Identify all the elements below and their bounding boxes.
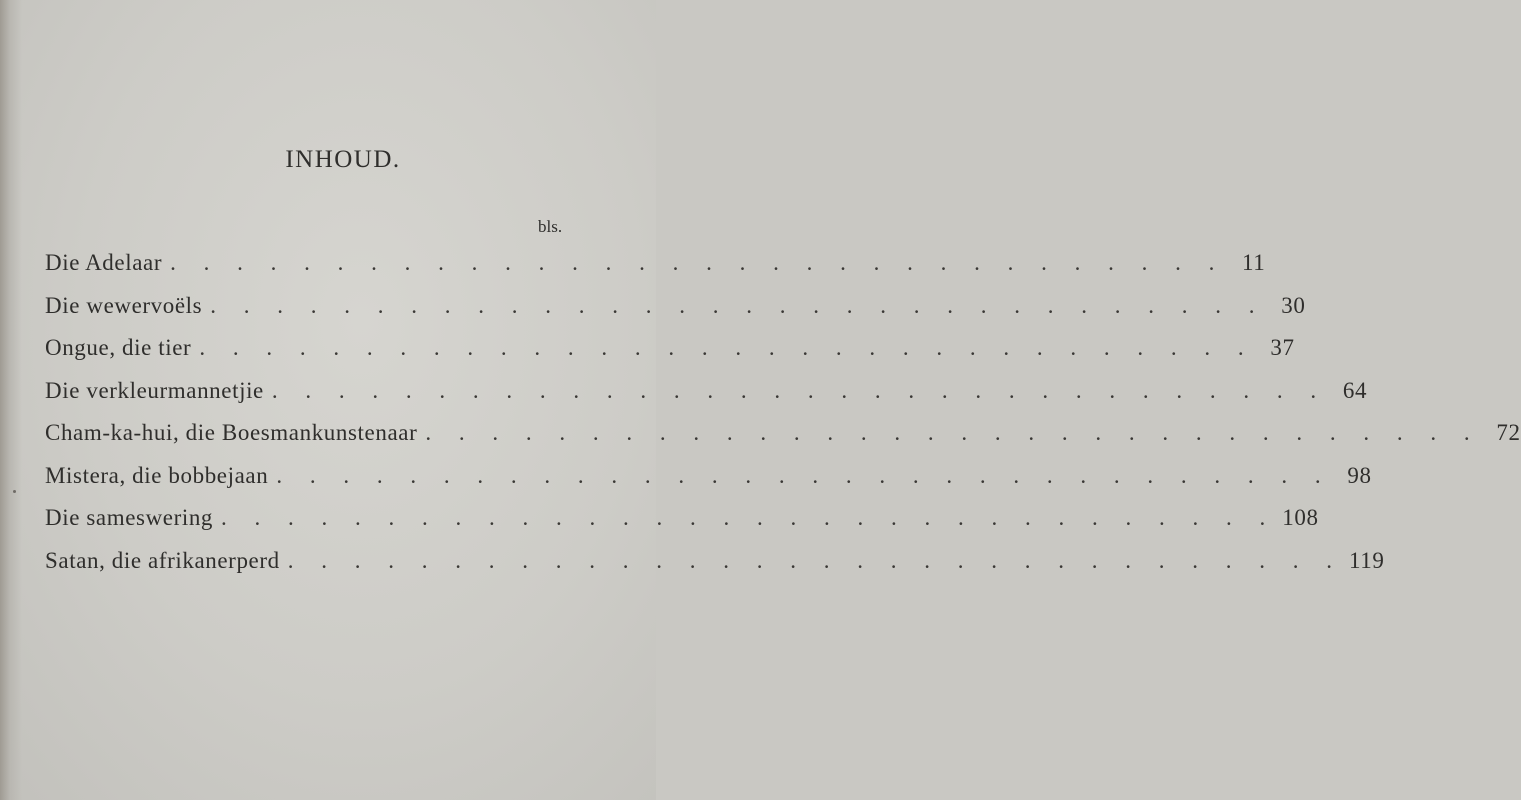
table-of-contents — [45, 250, 1521, 590]
page-title: INHOUD. — [285, 146, 401, 173]
dot-leader: . . . . . . . . . . . . . . . . . . . . . . . . . . . . . . . . — [210, 292, 1266, 318]
toc-entry-page: 72 — [1496, 420, 1521, 445]
toc-entry-title: Cham-ka-hui, die Boesmankunstenaar — [45, 420, 418, 445]
toc-entry — [45, 292, 1306, 336]
toc-entry-page: 108 — [1282, 505, 1319, 530]
toc-entry-page: 119 — [1348, 547, 1385, 573]
toc-entry — [45, 505, 1319, 548]
toc-entry-page: 64 — [1342, 377, 1368, 403]
dot-leader: . . . . . . . . . . . . . . . . . . . . . . . . . . . . . . . . — [287, 547, 1343, 573]
spine-shadow — [0, 0, 22, 800]
toc-entry — [45, 377, 1368, 421]
paper-speck — [13, 490, 16, 493]
dot-leader: . . . . . . . . . . . . . . . . . . . . . . . . . . . . . . . . — [425, 420, 1481, 445]
toc-entry — [45, 250, 1266, 293]
dot-leader: . . . . . . . . . . . . . . . . . . . . . . . . . . . . . . . . — [276, 462, 1332, 488]
toc-entry — [45, 420, 1521, 463]
toc-entry-page: 37 — [1270, 335, 1295, 360]
toc-entry-title: Die verkleurmannetjie — [45, 377, 264, 403]
toc-entry-title: Mistera, die bobbejaan — [45, 462, 269, 488]
toc-entry-page: 98 — [1347, 462, 1372, 488]
toc-entry — [45, 462, 1372, 506]
toc-entry-title: Ongue, die tier — [45, 335, 192, 360]
page-column-label: bls. — [538, 217, 563, 236]
dot-leader: . . . . . . . . . . . . . . . . . . . . . . . . . . . . . . . . — [170, 250, 1226, 275]
dot-leader: . . . . . . . . . . . . . . . . . . . . . . . . . . . . . . . . — [199, 335, 1255, 360]
toc-entry-title: Die Adelaar — [45, 250, 163, 275]
dot-leader: . . . . . . . . . . . . . . . . . . . . . . . . . . . . . . . . — [221, 505, 1277, 530]
toc-entry-page: 11 — [1241, 250, 1266, 275]
dot-leader: . . . . . . . . . . . . . . . . . . . . . . . . . . . . . . . . — [271, 377, 1328, 403]
toc-entry — [45, 335, 1295, 378]
toc-entry — [45, 547, 1385, 591]
toc-entry-page: 30 — [1281, 292, 1306, 318]
toc-entry-title: Die sameswering — [45, 505, 214, 530]
toc-entry-title: Die wewervoëls — [45, 292, 203, 318]
toc-entry-title: Satan, die afrikanerperd — [45, 547, 280, 573]
